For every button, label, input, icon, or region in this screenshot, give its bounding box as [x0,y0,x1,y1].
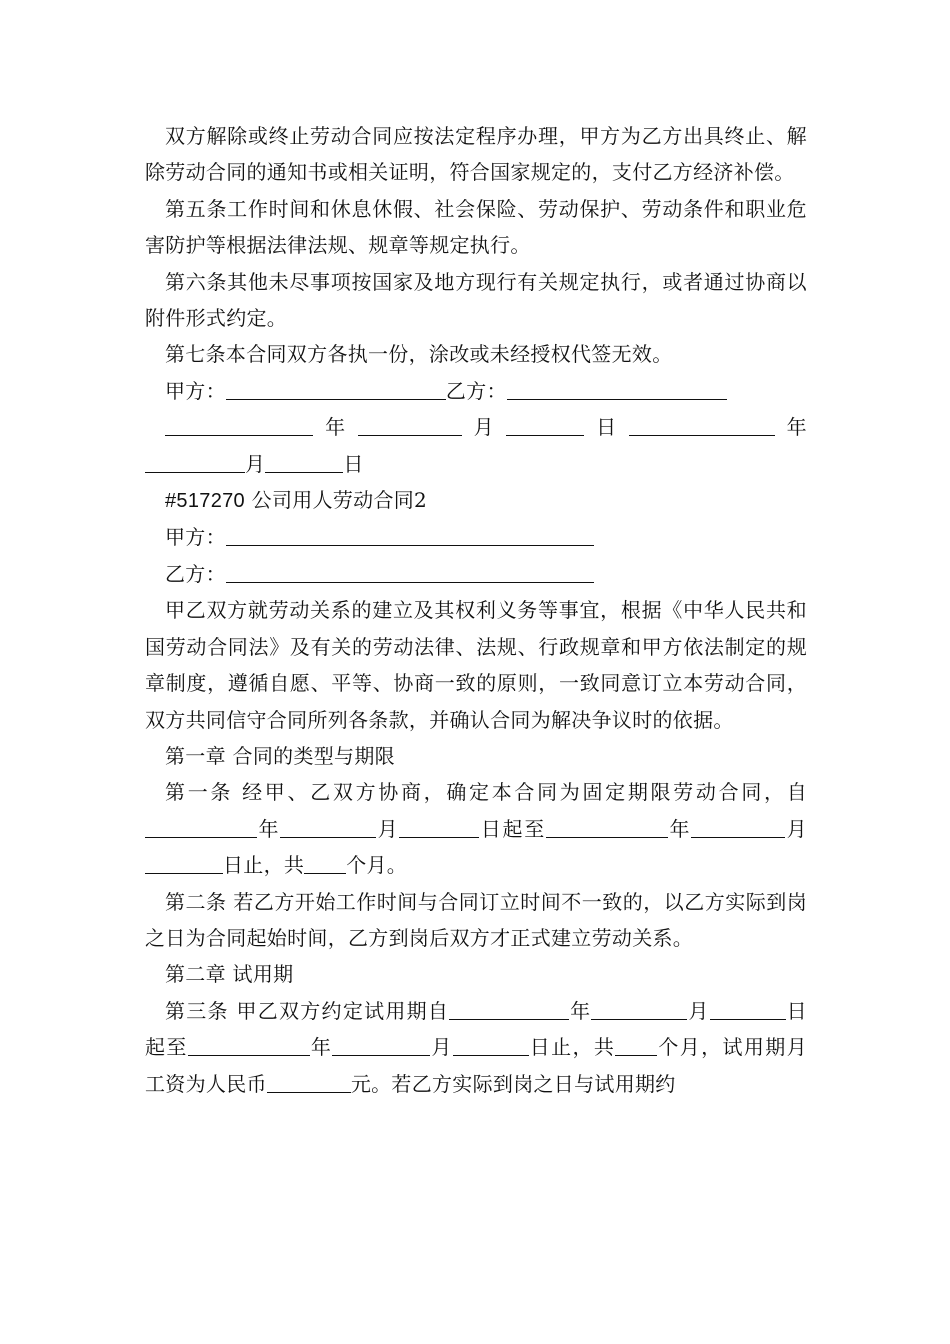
party-b-sign-blank [507,381,727,400]
paragraph-article-1 [145,774,807,883]
paragraph-article-3 [145,993,807,1102]
date-day-blank [506,417,584,436]
section-code: #517270 [165,490,245,513]
article-3-months-blank [615,1037,657,1056]
date-day-label-b: 日 [343,451,364,476]
date-month-blank-b [145,454,245,473]
article-1-lead: 第一条 经甲、乙双方协商，确定本合同为固定期限劳动合同，自 [165,780,807,805]
article-1-year-label: 年 [257,816,281,841]
party-a-sign-label: 甲方： [165,378,226,403]
chapter-2-heading: 第二章 试用期 [165,962,294,987]
section-title [145,482,807,519]
date-year-label: 年 [313,415,358,440]
party-b-blank [226,564,594,583]
date-day-blank-b [265,454,343,473]
party-a-blank [226,527,594,546]
party-b-sign-label: 乙方： [445,378,507,403]
article-1-start-day-blank [399,819,479,838]
article-1-end-month-label: 月 [785,816,807,841]
article-1-month-label: 月 [376,816,400,841]
article-1-start-label: 日起至 [479,816,547,841]
article-3-end-year-blank [188,1037,310,1056]
article-3-lead: 第三条 甲乙双方约定试用期自 [165,998,450,1023]
date-month-label-b: 月 [245,451,266,476]
party-b-label: 乙方： [165,561,226,586]
date-year-blank [165,417,313,436]
article-1-end-year-blank [546,819,668,838]
document-body [145,118,807,1102]
article-3-month-label: 月 [687,998,710,1023]
article-3-year-label: 年 [569,998,592,1023]
paragraph-article-5: 第五条工作时间和休息休假、社会保险、劳动保护、劳动条件和职业危害防护等根据法律法规、规章等规定执行。 [145,196,807,258]
article-3-end-year-label: 年 [309,1035,333,1060]
article-3-start-month-blank [591,1001,687,1020]
paragraph-article-6: 第六条其他未尽事项按国家及地方现行有关规定执行，或者通过协商以附件形式约定。 [145,269,807,331]
date-month-label: 月 [461,415,507,440]
article-3-salary-label: 个月，试用期月工资为人民币 [145,1035,807,1096]
article-1-end-day-blank [145,855,223,874]
article-1-end-label: 日止，共 [223,853,305,878]
article-1-end-year-label: 年 [668,816,692,841]
paragraph-article-7: 第七条本合同双方各执一份，涂改或未经授权代签无效。 [165,342,673,367]
party-a-label: 甲方： [165,525,226,550]
paragraph-termination: 双方解除或终止劳动合同应按法定程序办理，甲方为乙方出具终止、解除劳动合同的通知书或相关证明，符合国家规定的，支付乙方经济补偿。 [145,124,807,185]
article-3-end-day-blank [453,1037,529,1056]
date-year-label-b: 年 [774,415,807,440]
date-year-blank-b [629,417,775,436]
article-3-end-label: 日止，共 [528,1035,616,1060]
party-a-row [145,519,807,555]
section-title-text: 公司用人劳动合同2 [251,488,428,513]
signature-row [145,373,807,409]
article-1-start-month-blank [280,819,376,838]
paragraph-preamble: 甲乙双方就劳动关系的建立及其权利义务等事宜，根据《中华人民共和国劳动合同法》及有关的劳动法律、法规、行政规章和甲方依法制定的规章制度，遵循自愿、平等、协商一致的原则，一致同意订立本劳动合同，双方共同信守合同所列各条款，并确认合同为解决争议时的依据。 [145,598,807,732]
article-3-start-label: 日起至 [145,998,807,1060]
article-3-start-day-blank [710,1001,786,1020]
party-b-row [145,556,807,592]
chapter-1-heading: 第一章 合同的类型与期限 [165,743,395,768]
article-1-months-blank [304,855,346,874]
article-3-end-month-label: 月 [430,1035,453,1060]
article-3-start-year-blank [449,1001,569,1020]
article-3-tail: 元。若乙方实际到岗之日与试用期约 [350,1071,676,1096]
article-1-months-label: 个月。 [346,853,408,878]
party-a-sign-blank [226,381,446,400]
article-1-end-month-blank [691,819,785,838]
date-day-label: 日 [584,415,629,440]
date-month-blank [358,417,462,436]
article-1-start-year-blank [145,819,257,838]
signature-date-row [145,409,807,482]
paragraph-article-2: 第二条 若乙方开始工作时间与合同订立时间不一致的，以乙方实际到岗之日为合同起始时间，乙方到岗后双方才正式建立劳动关系。 [145,889,807,950]
article-3-salary-blank [267,1074,351,1093]
article-3-end-month-blank [332,1037,430,1056]
